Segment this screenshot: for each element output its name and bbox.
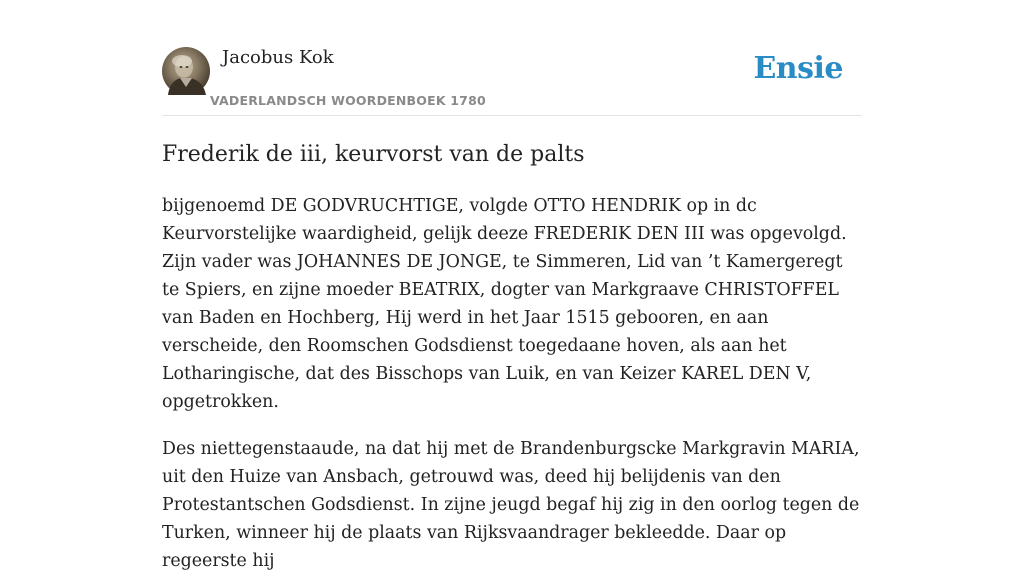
- source-label[interactable]: VADERLANDSCH WOORDENBOEK 1780: [210, 93, 486, 108]
- paragraph: Des niettegenstaaude, na dat hij met de Brandenburgscke Markgravin MARIA, uit den Huize van Ansbach, getrouwd was, deed hij belijdenis van den Protestantschen Godsdienst. In zijne jeugd begaf hij zig in den oorlog tegen de Turken, winneer hij de plaats van Rijksvaandrager bekleedde. Daar op regeerste hij: [162, 439, 860, 571]
- article-body: [162, 192, 862, 575]
- author-avatar[interactable]: [162, 47, 210, 95]
- author-name[interactable]: Jacobus Kok: [222, 47, 334, 68]
- article-title: Frederik de iii, keurvorst van de palts: [162, 142, 585, 167]
- content-column: [162, 0, 862, 575]
- article-header: [162, 0, 862, 116]
- portrait-icon: [162, 47, 210, 95]
- paragraph: bijgenoemd DE GODVRUCHTIGE, volgde OTTO HENDRIK op in dc Keurvorstelijke waardigheid, gelijk deeze FREDERIK DEN III was opgevolgd. Zijn vader was JOHANNES DE JONGE, te Simmeren, Lid van ’t Kamergeregt te Spiers, en zijne moeder BEATRIX, dogter van Markgraave CHRISTOFFEL van Baden en Hochberg, Hij werd in het Jaar 1515 gebooren, en aan verscheide, den Roomschen Godsdienst toegedaane hoven, als aan het Lotharingische, dat des Bisschops van Luik, en van Keizer KAREL DEN V, opgetrokken.: [162, 196, 847, 412]
- ensie-logo[interactable]: Ensie: [753, 51, 843, 86]
